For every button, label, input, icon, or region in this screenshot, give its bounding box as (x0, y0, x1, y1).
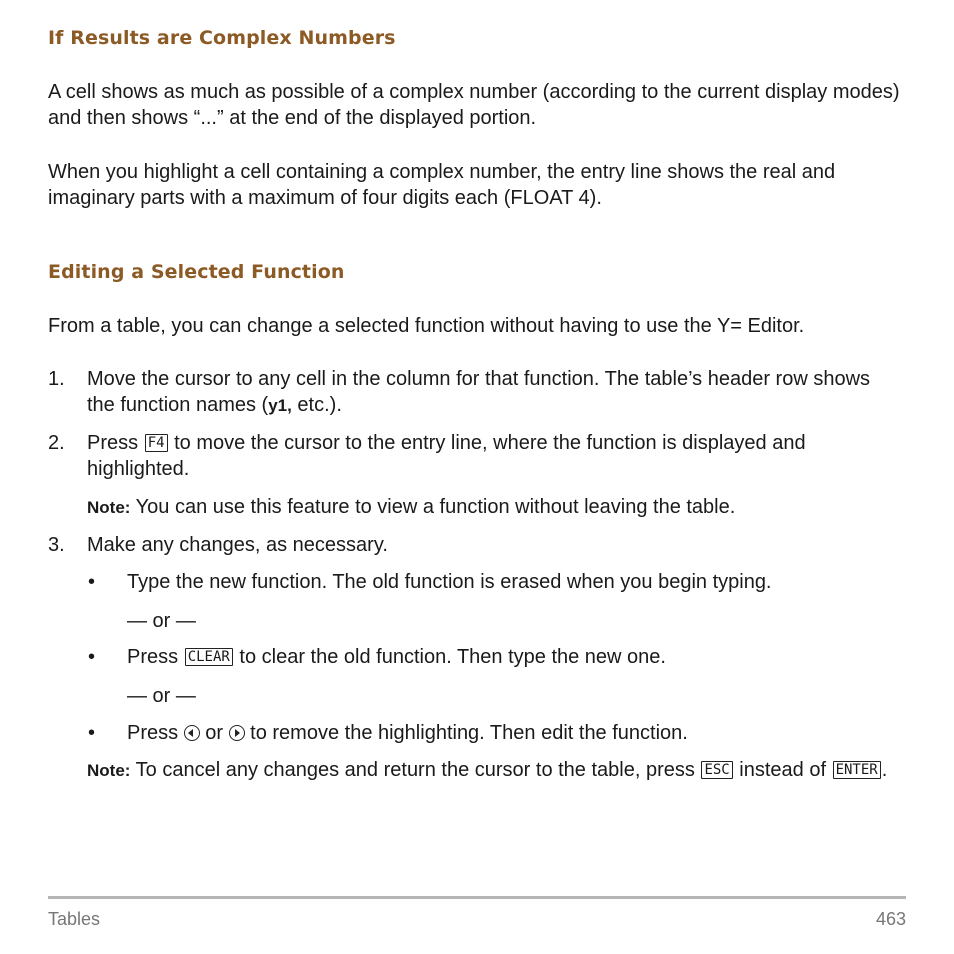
step-1-text: Move the cursor to any cell in the column for that function. The table’s header row shows the function names (y1, etc.). (87, 368, 871, 416)
paragraph-editing-intro: From a table, you can change a selected function without having to use the Y= Editor. (48, 315, 805, 337)
note-view-function: Note: You can use this feature to view a function without leaving the table. (87, 496, 736, 518)
note-label: Note: (87, 498, 131, 517)
right-arrow-key-icon (229, 725, 245, 741)
left-arrow-key-icon (184, 725, 200, 741)
or-separator-1: — or — (127, 610, 196, 632)
clear-key-icon: CLEAR (185, 648, 233, 666)
bullet-1-text: Type the new function. The old function is erased when you begin typing. (127, 571, 772, 593)
step-2-text: Press F4 to move the cursor to the entry line, where the function is displayed and highlighted. (87, 432, 806, 480)
step-3-text: Make any changes, as necessary. (87, 534, 388, 556)
bullet-2-text: Press CLEAR to clear the old function. Then type the new one. (127, 646, 666, 668)
bullet-3-text: Press or to remove the highlighting. Then edit the function. (127, 722, 688, 744)
paragraph-complex-highlight: When you highlight a cell containing a complex number, the entry line shows the real and imaginary parts with a maximum of four digits each (FLOAT 4). (48, 161, 836, 209)
step-number-1: 1. (48, 368, 65, 390)
enter-key-icon: ENTER (833, 761, 881, 779)
footer-section-name: Tables (48, 909, 101, 929)
esc-key-icon: ESC (701, 761, 732, 779)
function-name-y1: y1, (268, 396, 292, 415)
footer-page-number: 463 (875, 909, 906, 929)
bullet-symbol: • (88, 722, 96, 744)
note-cancel-changes: Note: To cancel any changes and return the cursor to the table, press ESC instead of ENTER . (87, 759, 888, 781)
heading-editing-function: Editing a Selected Function (48, 261, 345, 283)
bullet-symbol: • (88, 646, 96, 668)
f4-key-icon: F4 (145, 434, 168, 452)
note-label: Note: (87, 761, 131, 780)
step-number-2: 2. (48, 432, 65, 454)
footer-rule (48, 896, 906, 899)
bullet-symbol: • (88, 571, 96, 593)
or-separator-2: — or — (127, 685, 196, 707)
heading-complex-numbers: If Results are Complex Numbers (48, 27, 396, 49)
step-number-3: 3. (48, 534, 65, 556)
paragraph-complex-display: A cell shows as much as possible of a complex number (according to the current display modes) and then shows “...” at the end of the displayed portion. (48, 81, 900, 129)
